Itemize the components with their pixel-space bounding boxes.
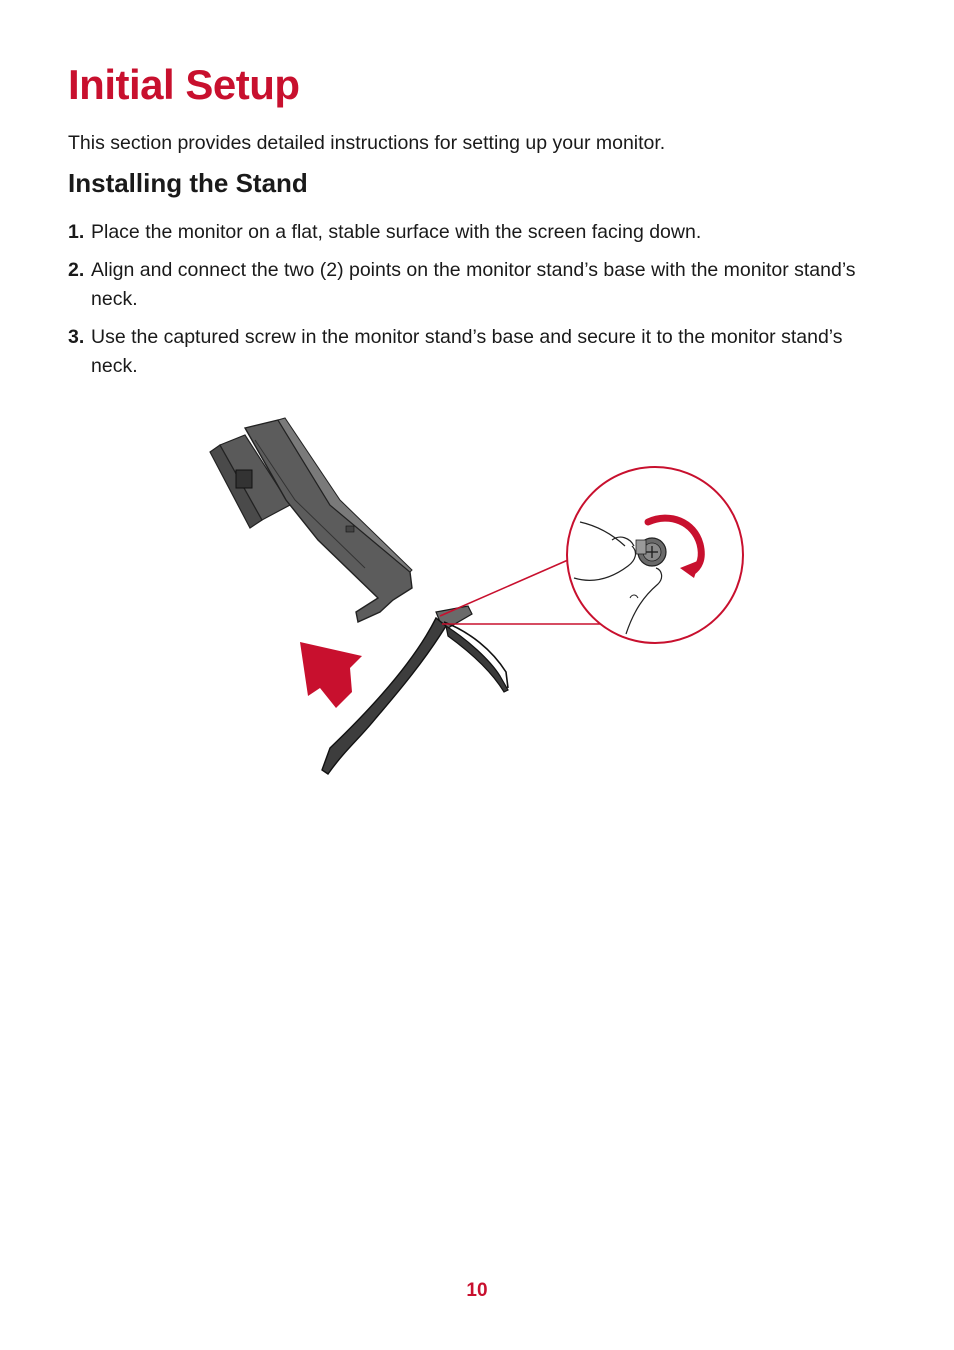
step-number: 3. bbox=[68, 326, 85, 348]
up-arrow-icon bbox=[300, 642, 362, 708]
step-item bbox=[68, 256, 888, 314]
stand-installation-illustration bbox=[200, 410, 760, 790]
step-text: Align and connect the two (2) points on the monitor stand’s base with the monitor stand’s neck. bbox=[91, 259, 856, 310]
step-text: Place the monitor on a flat, stable surface with the screen facing down. bbox=[91, 221, 702, 243]
section-heading: Installing the Stand bbox=[68, 168, 308, 198]
step-number: 2. bbox=[68, 259, 85, 281]
step-item bbox=[68, 218, 888, 247]
intro-paragraph: This section provides detailed instructions for setting up your monitor. bbox=[68, 132, 666, 154]
stand-neck-icon bbox=[210, 418, 412, 622]
step-number: 1. bbox=[68, 221, 85, 243]
instruction-steps bbox=[68, 218, 888, 390]
page-number: 10 bbox=[466, 1280, 488, 1301]
step-text: Use the captured screw in the monitor stand’s base and secure it to the monitor stand’s neck. bbox=[91, 326, 843, 377]
step-item bbox=[68, 323, 888, 381]
page-title: Initial Setup bbox=[68, 61, 300, 108]
